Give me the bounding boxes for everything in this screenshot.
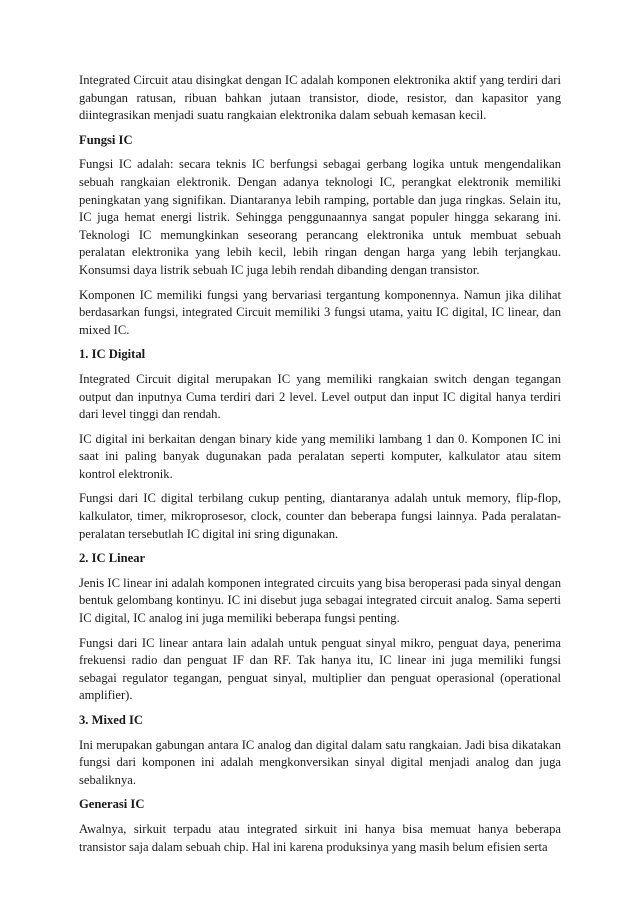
paragraph-ic-linear-1: Jenis IC linear ini adalah komponen integrated circuits yang bisa beroperasi pada sinyal dengan bentuk gelombang kontinyu. IC ini disebut juga sebagai integrated circuit analog. Sama seperti IC digital, IC analog ini juga memiliki beberapa fungsi penting. [79, 575, 561, 626]
heading-ic-linear: 2. IC Linear [79, 551, 146, 566]
paragraph-ic-digital-1: Integrated Circuit digital merupakan IC yang memiliki rangkaian switch dengan tegangan output dan inputnya Cuma terdiri dari 2 level. Level output dan input IC digital hanya terdiri dari level tinggi dan rendah. [79, 371, 561, 422]
heading-ic-digital: 1. IC Digital [79, 347, 146, 362]
paragraph-generasi-ic: Awalnya, sirkuit terpadu atau integrated sirkuit ini hanya bisa memuat hanya beberapa transistor saja dalam sebuah chip. Hal ini karena produksinya yang masih belum efisien serta [79, 821, 561, 854]
paragraph-ic-linear-2: Fungsi dari IC linear antara lain adalah untuk penguat sinyal mikro, penguat daya, penerima frekuensi radio dan penguat IF dan RF. Tak hanya itu, IC linear ini juga memiliki fungsi sebagai regulator tegangan, penguat sinyal, multiplier dan penguat operasional (operational amplifier). [79, 635, 561, 703]
paragraph-mixed-ic: Ini merupakan gabungan antara IC analog dan digital dalam satu rangkaian. Jadi bisa dikatakan fungsi dari komponen ini adalah mengkonversikan sinyal digital menjadi analog dan juga sebaliknya. [79, 737, 561, 787]
heading-fungsi-ic: Fungsi IC [79, 132, 133, 147]
heading-mixed-ic: 3. Mixed IC [79, 713, 144, 727]
paragraph-ic-digital-2: IC digital ini berkaitan dengan binary kide yang memiliki lambang 1 dan 0. Komponen IC ini saat ini paling banyak dugunakan pada peralatan seperti komputer, kalkulator atau sitem kontrol elektronik. [79, 431, 561, 481]
heading-generasi-ic: Generasi IC [79, 797, 145, 812]
document-body [79, 72, 561, 863]
paragraph-ic-digital-3: Fungsi dari IC digital terbilang cukup penting, diantaranya adalah untuk memory, flip-flop, kalkulator, timer, mikroprosesor, clock, counter dan beberapa fungsi lainnya. Pada peralatan-peralatan tersebutlah IC digital ini sring digunakan. [79, 491, 561, 541]
paragraph-komponen-ic: Komponen IC memiliki fungsi yang bervariasi tergantung komponennya. Namun jika dilihat berdasarkan fungsi, integrated Circuit memiliki 3 fungsi utama, yaitu IC digital, IC linear, dan mixed IC. [79, 287, 561, 337]
paragraph-fungsi-ic: Fungsi IC adalah: secara teknis IC berfungsi sebagai gerbang logika untuk mengendalikan sebuah rangkaian elektronik. Dengan adanya teknologi IC, perangkat elektronik memiliki peningkatan yang signifikan. Diantaranya lebih ramping, portable dan juga ringkas. Selain itu, IC juga hemat energi listrik. Sehingga penggunaannya sangat populer hingga sekarang ini. Teknologi IC memungkinkan seseorang perancang elektronika untuk membuat sebuah peralatan elektronika yang lebih kecil, lebih ringan dengan harga yang lebih terjangkau. Konsumsi daya listrik sebuah IC juga lebih rendah dibanding dengan transistor. [79, 157, 561, 277]
intro-paragraph: Integrated Circuit atau disingkat dengan IC adalah komponen elektronika aktif yang terdiri dari gabungan ratusan, ribuan bahkan jutaan transistor, diode, resistor, dan kapasitor yang diintegrasikan menjadi suatu rangkaian elektronika dalam sebuah kemasan kecil. [79, 73, 561, 123]
